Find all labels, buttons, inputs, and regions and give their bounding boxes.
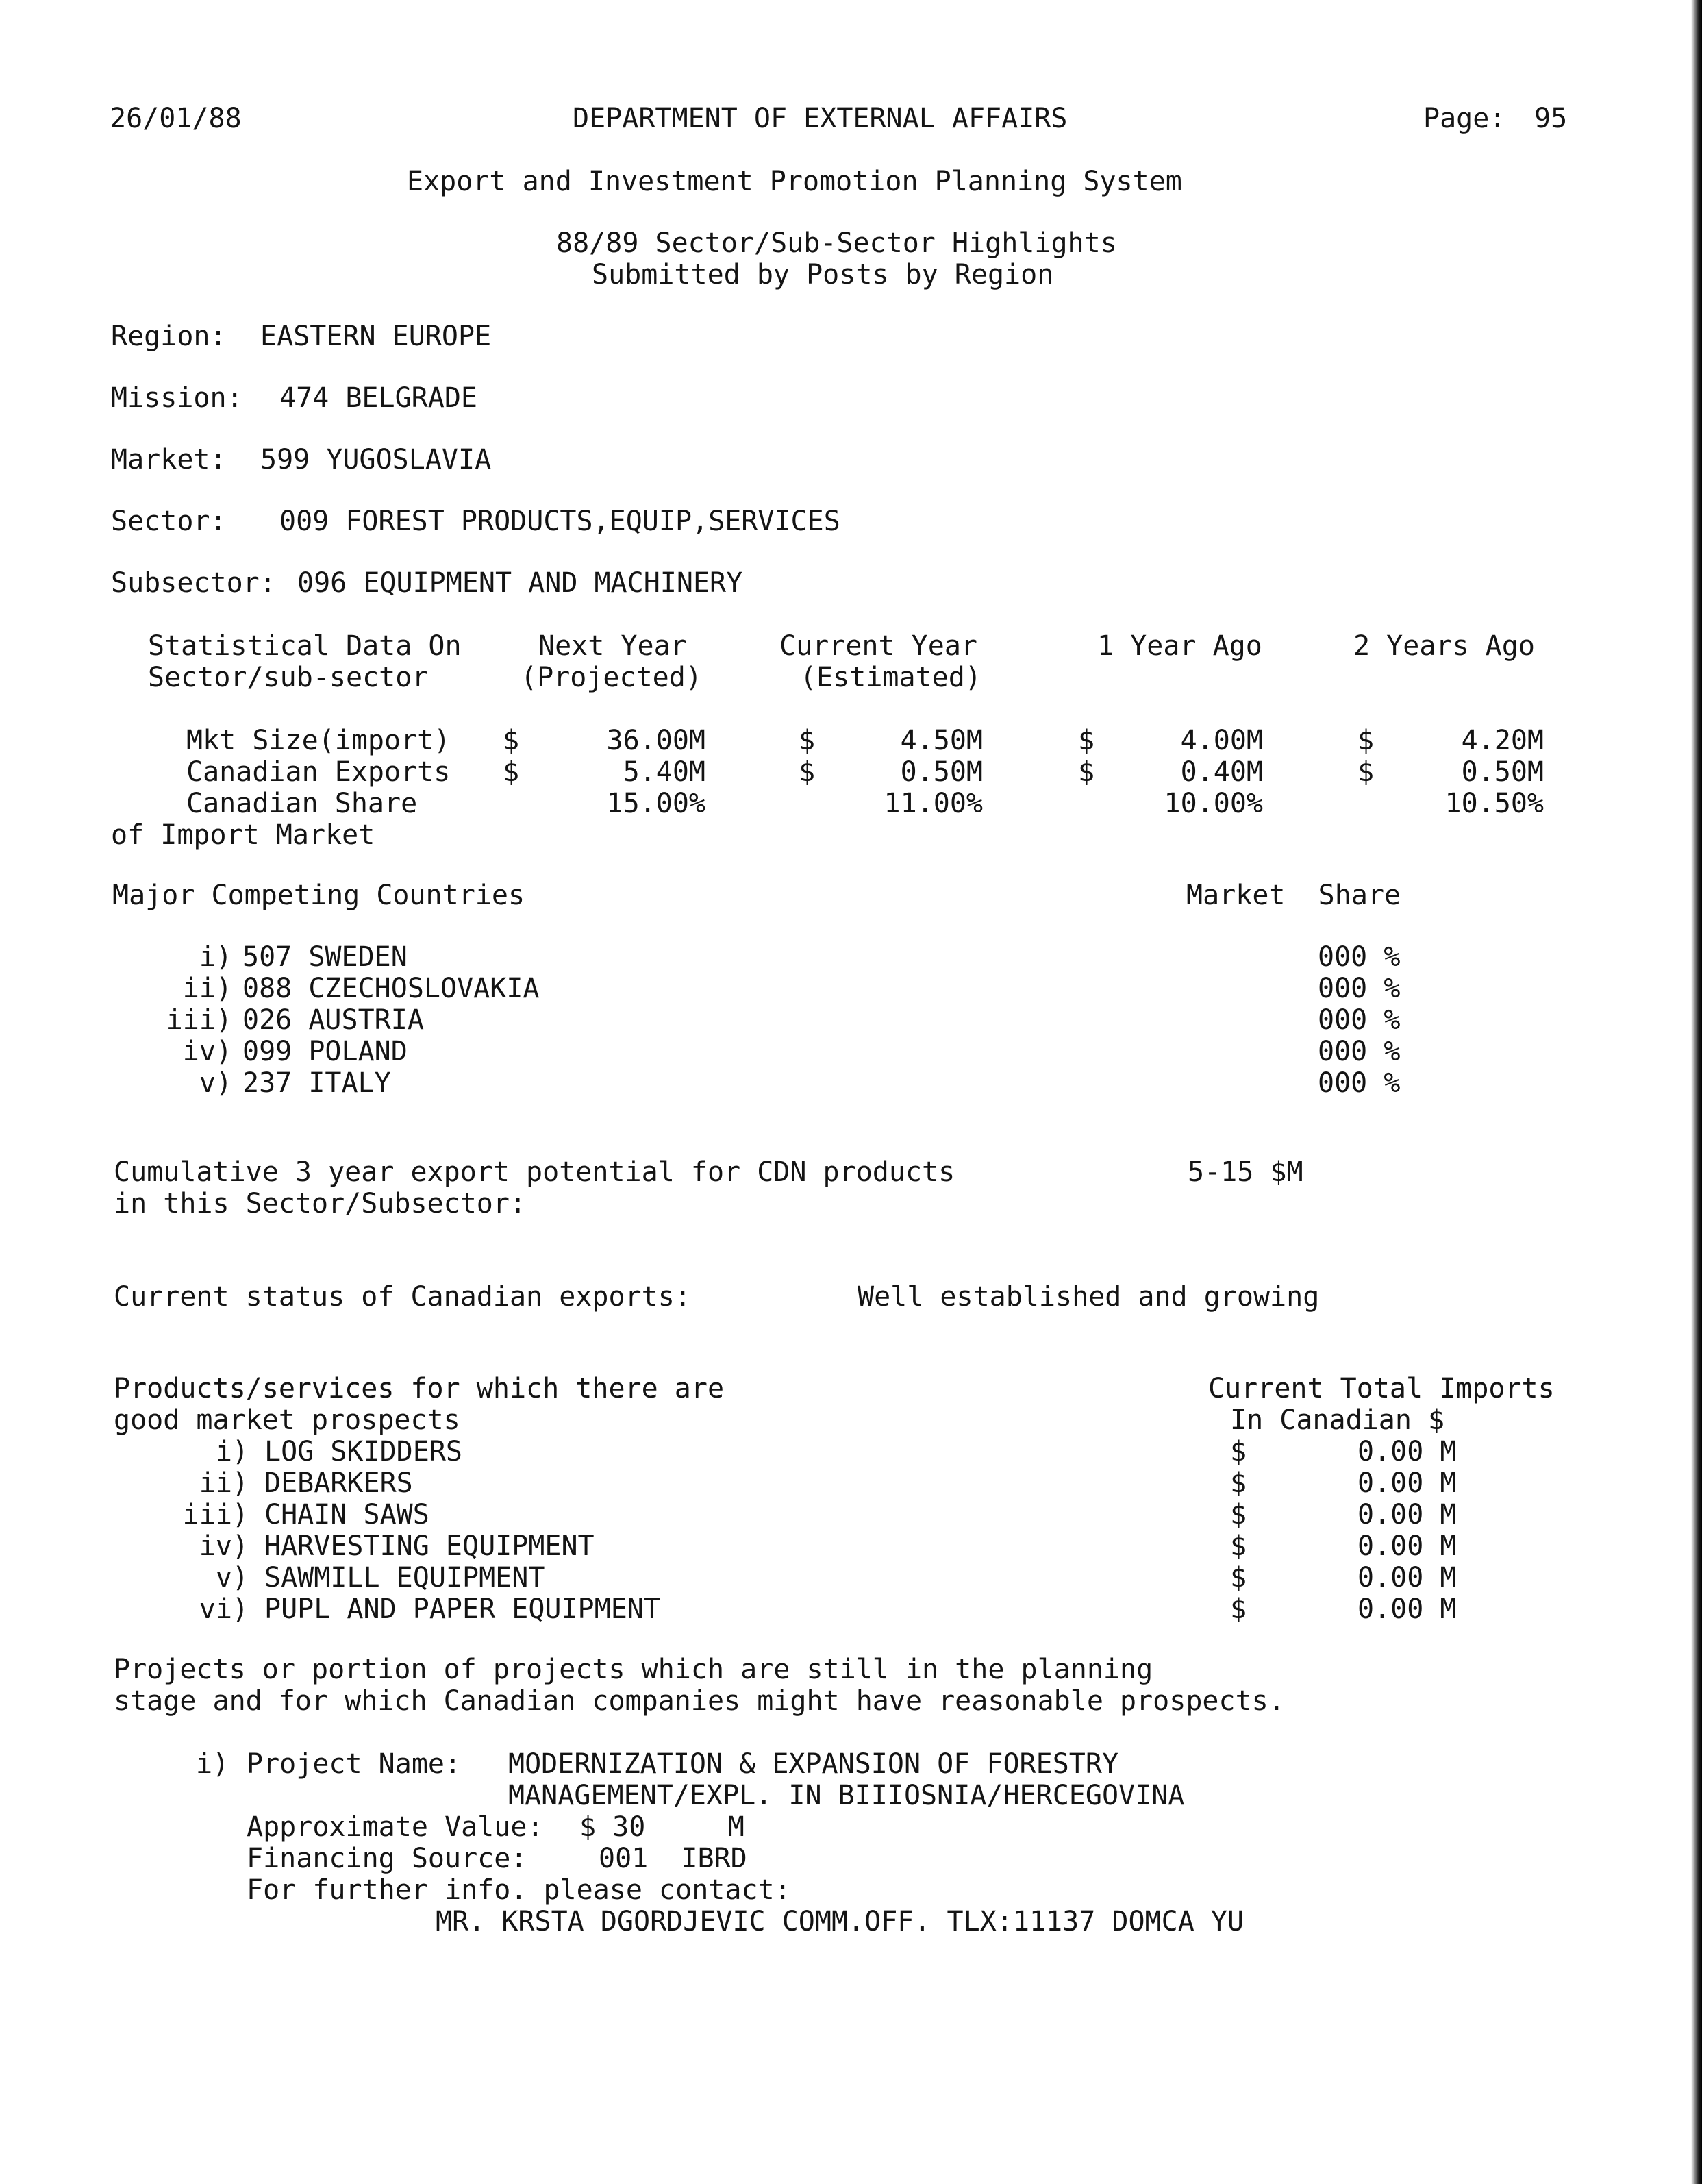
system-title: Export and Investment Promotion Planning System — [407, 166, 1182, 197]
competitors-heading: Major Competing Countries — [112, 880, 525, 911]
page-label: Page: — [1423, 103, 1506, 134]
subsector-value: 096 EQUIPMENT AND MACHINERY — [297, 567, 743, 599]
col-current-year-sub: (Estimated) — [800, 662, 981, 693]
dollar-sign: $ — [1230, 1530, 1247, 1562]
dollar-sign: $ — [1078, 725, 1095, 756]
col-next-year: Next Year — [538, 630, 687, 662]
product-name: PUPL AND PAPER EQUIPMENT — [264, 1593, 660, 1625]
dollar-sign: $ — [799, 756, 816, 788]
approximate-value: $ 30 M — [579, 1811, 744, 1843]
market-label: Market: — [111, 444, 227, 475]
product-num: ii) — [199, 1467, 249, 1499]
region-label: Region: — [111, 321, 227, 352]
stats-heading-2: Sector/sub-sector — [148, 662, 429, 693]
projects-heading-2: stage and for which Canadian companies might have reasonable prospects. — [114, 1685, 1285, 1717]
export-status-label: Current status of Canadian exports: — [114, 1281, 691, 1313]
export-potential-label: Cumulative 3 year export potential for CDN products — [114, 1156, 955, 1188]
project-name: MODERNIZATION & EXPANSION OF FORESTRY — [508, 1748, 1119, 1780]
competitor-name: 099 POLAND — [242, 1036, 408, 1067]
stats-value: 11.00% — [884, 788, 983, 819]
competitor-num: iv) — [182, 1036, 232, 1067]
mission-value: 474 BELGRADE — [279, 382, 477, 414]
contact-value: MR. KRSTA DGORDJEVIC COMM.OFF. TLX:11137 DOMCA YU — [436, 1906, 1244, 1937]
export-status-value: Well established and growing — [858, 1281, 1320, 1313]
stats-value: 4.00M — [1180, 725, 1263, 756]
product-import-value: 0.00 M — [1357, 1436, 1457, 1467]
competitor-num: v) — [199, 1067, 232, 1099]
export-potential-label-2: in this Sector/Subsector: — [114, 1188, 527, 1219]
mission-label: Mission: — [111, 382, 243, 414]
contact-label: For further info. please contact: — [247, 1874, 791, 1906]
stats-value: 5.40M — [623, 756, 705, 788]
competitor-num: iii) — [166, 1004, 232, 1036]
sector-value: 009 FOREST PRODUCTS,EQUIP,SERVICES — [279, 506, 840, 537]
product-name: DEBARKERS — [264, 1467, 413, 1499]
stats-row-label-2: of Import Market — [111, 819, 375, 851]
stats-value: 0.50M — [900, 756, 983, 788]
product-num: vi) — [199, 1593, 249, 1625]
subsector-label: Subsector: — [111, 567, 276, 599]
stats-row-label: Canadian Exports — [186, 756, 451, 788]
stats-value: 15.00% — [606, 788, 705, 819]
project-name-2: MANAGEMENT/EXPL. IN BIIIOSNIA/HERCEGOVINA — [508, 1780, 1185, 1811]
col-2-years-ago: 2 Years Ago — [1353, 630, 1535, 662]
stats-value: 10.00% — [1164, 788, 1263, 819]
approximate-value-label: Approximate Value: — [247, 1811, 544, 1843]
dollar-sign: $ — [1230, 1593, 1247, 1625]
competitor-name: 026 AUSTRIA — [242, 1004, 424, 1036]
col-current-year: Current Year — [779, 630, 977, 662]
stats-row-label: Mkt Size(import) — [186, 725, 451, 756]
financing-source: 001 IBRD — [599, 1843, 747, 1874]
dollar-sign: $ — [799, 725, 816, 756]
department-title: DEPARTMENT OF EXTERNAL AFFAIRS — [573, 103, 1068, 134]
product-num: i) — [215, 1436, 249, 1467]
competitor-name: 237 ITALY — [242, 1067, 391, 1099]
stats-value: 0.50M — [1461, 756, 1544, 788]
product-num: v) — [215, 1562, 249, 1593]
dollar-sign: $ — [1357, 756, 1375, 788]
project-num: i) — [196, 1748, 229, 1780]
product-import-value: 0.00 M — [1357, 1467, 1457, 1499]
competitor-num: i) — [199, 941, 232, 973]
region-value: EASTERN EUROPE — [260, 321, 492, 352]
dollar-sign: $ — [1357, 725, 1375, 756]
competitor-share: 000 % — [1318, 1036, 1401, 1067]
dollar-sign: $ — [503, 725, 520, 756]
projects-heading: Projects or portion of projects which are still in the planning — [114, 1654, 1153, 1685]
imports-heading-2: In Canadian $ — [1230, 1404, 1445, 1436]
competitor-name: 088 CZECHOSLOVAKIA — [242, 973, 540, 1004]
dollar-sign: $ — [1230, 1467, 1247, 1499]
dollar-sign: $ — [1230, 1499, 1247, 1530]
stats-value: 10.50% — [1444, 788, 1544, 819]
report-subtitle-2: Submitted by Posts by Region — [592, 259, 1054, 290]
stats-value: 0.40M — [1180, 756, 1263, 788]
market-value: 599 YUGOSLAVIA — [260, 444, 492, 475]
product-num: iv) — [199, 1530, 249, 1562]
imports-heading: Current Total Imports — [1208, 1373, 1555, 1404]
competitor-share: 000 % — [1318, 1067, 1401, 1099]
stats-heading: Statistical Data On — [148, 630, 462, 662]
product-name: HARVESTING EQUIPMENT — [264, 1530, 595, 1562]
product-import-value: 0.00 M — [1357, 1562, 1457, 1593]
col-1-year-ago: 1 Year Ago — [1097, 630, 1262, 662]
dollar-sign: $ — [1230, 1436, 1247, 1467]
dollar-sign: $ — [1078, 756, 1095, 788]
product-import-value: 0.00 M — [1357, 1593, 1457, 1625]
competitor-share: 000 % — [1318, 1004, 1401, 1036]
sector-label: Sector: — [111, 506, 227, 537]
product-num: iii) — [182, 1499, 249, 1530]
dollar-sign: $ — [1230, 1562, 1247, 1593]
financing-source-label: Financing Source: — [247, 1843, 527, 1874]
market-share-heading: Market Share — [1186, 880, 1401, 911]
dollar-sign: $ — [503, 756, 520, 788]
product-import-value: 0.00 M — [1357, 1499, 1457, 1530]
scan-edge — [1691, 0, 1702, 2184]
product-name: SAWMILL EQUIPMENT — [264, 1562, 545, 1593]
products-heading-2: good market prospects — [114, 1404, 460, 1436]
competitor-share: 000 % — [1318, 941, 1401, 973]
products-heading: Products/services for which there are — [114, 1373, 725, 1404]
product-import-value: 0.00 M — [1357, 1530, 1457, 1562]
stats-value: 4.20M — [1461, 725, 1544, 756]
competitor-share: 000 % — [1318, 973, 1401, 1004]
export-potential-value: 5-15 $M — [1188, 1156, 1303, 1188]
stats-value: 36.00M — [606, 725, 705, 756]
report-subtitle: 88/89 Sector/Sub-Sector Highlights — [556, 227, 1117, 259]
report-date: 26/01/88 — [110, 103, 242, 134]
project-name-label: Project Name: — [247, 1748, 462, 1780]
stats-value: 4.50M — [900, 725, 983, 756]
product-name: CHAIN SAWS — [264, 1499, 429, 1530]
competitor-name: 507 SWEDEN — [242, 941, 408, 973]
stats-row-label: Canadian Share — [186, 788, 418, 819]
competitor-num: ii) — [182, 973, 232, 1004]
page-number: 95 — [1534, 103, 1568, 134]
col-next-year-sub: (Projected) — [521, 662, 702, 693]
product-name: LOG SKIDDERS — [264, 1436, 462, 1467]
